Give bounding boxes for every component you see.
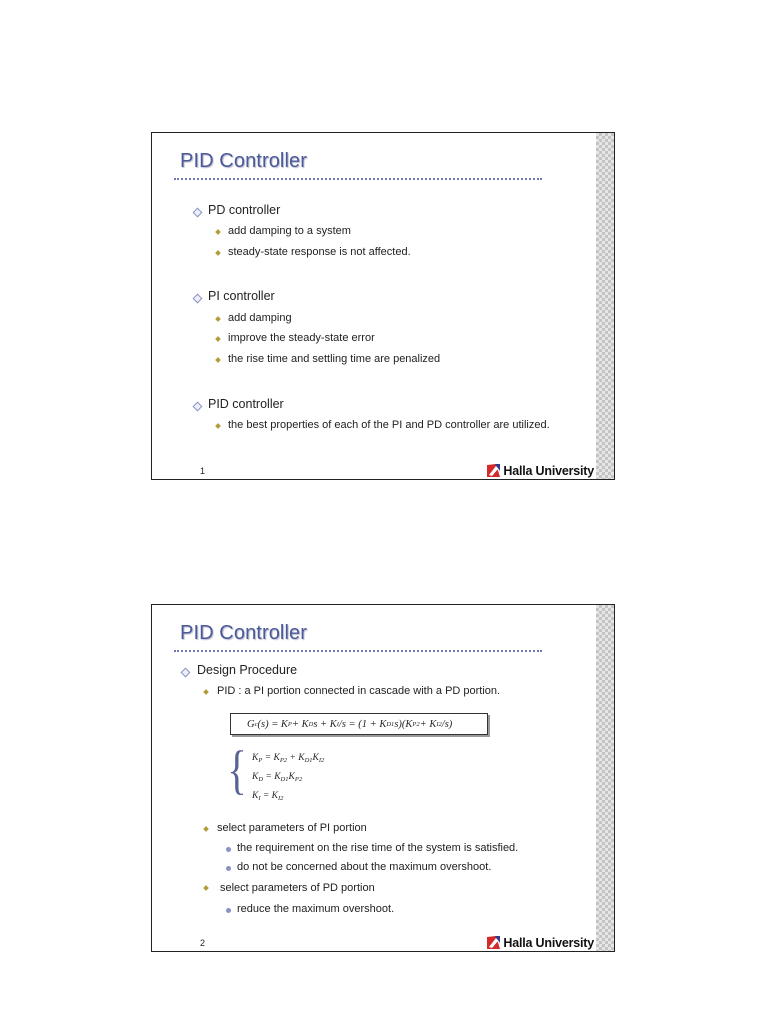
bullet-item: select parameters of PI portion (217, 822, 367, 834)
slide-title: PID Controller (180, 622, 307, 644)
bullet-diamond-icon (215, 316, 221, 322)
bullet-diamond-icon (215, 336, 221, 342)
bullet-diamond-icon (193, 208, 203, 218)
bullet-item: steady-state response is not affected. (228, 246, 411, 258)
halla-emblem-icon (487, 936, 500, 949)
ki-equation: $K_I = K_{I2}$ (252, 791, 284, 802)
kd-equation: $K_D = K_{D1}K_{P2}$ (252, 772, 303, 783)
slide-title: PID Controller (180, 150, 307, 172)
bullet-item: select parameters of PD portion (220, 882, 375, 894)
bullet-diamond-icon (193, 402, 203, 412)
bullet-diamond-icon (215, 229, 221, 235)
bullet-item: PD controller (208, 203, 281, 217)
bullet-diamond-icon (215, 250, 221, 256)
kp-equation: $K_P = K_{P2} + K_{D1}K_{I2}$ (252, 753, 325, 764)
slide-2 (151, 604, 615, 952)
bullet-diamond-icon (193, 294, 203, 304)
bullet-item: add damping (228, 312, 292, 324)
slide-decoration-strip (596, 133, 614, 479)
bullet-item: Design Procedure (197, 663, 298, 677)
slide-1 (151, 132, 615, 480)
pid-transfer-function-equation: G c (s) = K P + K D s + K I /s = (1 + K D1 s)(K P2 + K I2 /s) (230, 713, 488, 735)
equation-brace: { (227, 740, 247, 800)
bullet-diamond-icon (203, 826, 209, 832)
page-number: 1 (200, 466, 206, 476)
title-divider (174, 650, 542, 652)
bullet-item: do not be concerned about the maximum overshoot. (237, 861, 492, 873)
bullet-item: PID controller (208, 397, 284, 411)
bullet-item: the requirement on the rise time of the system is satisfied. (237, 842, 519, 854)
halla-emblem-icon (487, 464, 500, 477)
bullet-diamond-icon (203, 689, 209, 695)
logo-text: Halla University (503, 935, 594, 950)
bullet-item: PI controller (208, 289, 275, 303)
bullet-item: add damping to a system (228, 225, 351, 237)
bullet-item: improve the steady-state error (228, 332, 375, 344)
bullet-dot-icon (226, 847, 231, 852)
bullet-dot-icon (226, 866, 231, 871)
logo-text: Halla University (503, 463, 594, 478)
bullet-item: the rise time and settling time are penalized (228, 353, 441, 365)
slide-decoration-strip (596, 605, 614, 951)
bullet-diamond-icon (215, 423, 221, 429)
bullet-diamond-icon (181, 668, 191, 678)
bullet-item: PID : a PI portion connected in cascade with a PD portion. (217, 685, 501, 697)
bullet-diamond-icon (215, 357, 221, 363)
university-logo (487, 935, 594, 950)
bullet-item: reduce the maximum overshoot. (237, 903, 395, 915)
university-logo (487, 463, 594, 478)
page-number: 2 (200, 938, 206, 948)
bullet-diamond-icon (203, 885, 209, 891)
bullet-dot-icon (226, 908, 231, 913)
title-divider (174, 178, 542, 180)
bullet-item: the best properties of each of the PI and PD controller are utilized. (228, 419, 550, 431)
